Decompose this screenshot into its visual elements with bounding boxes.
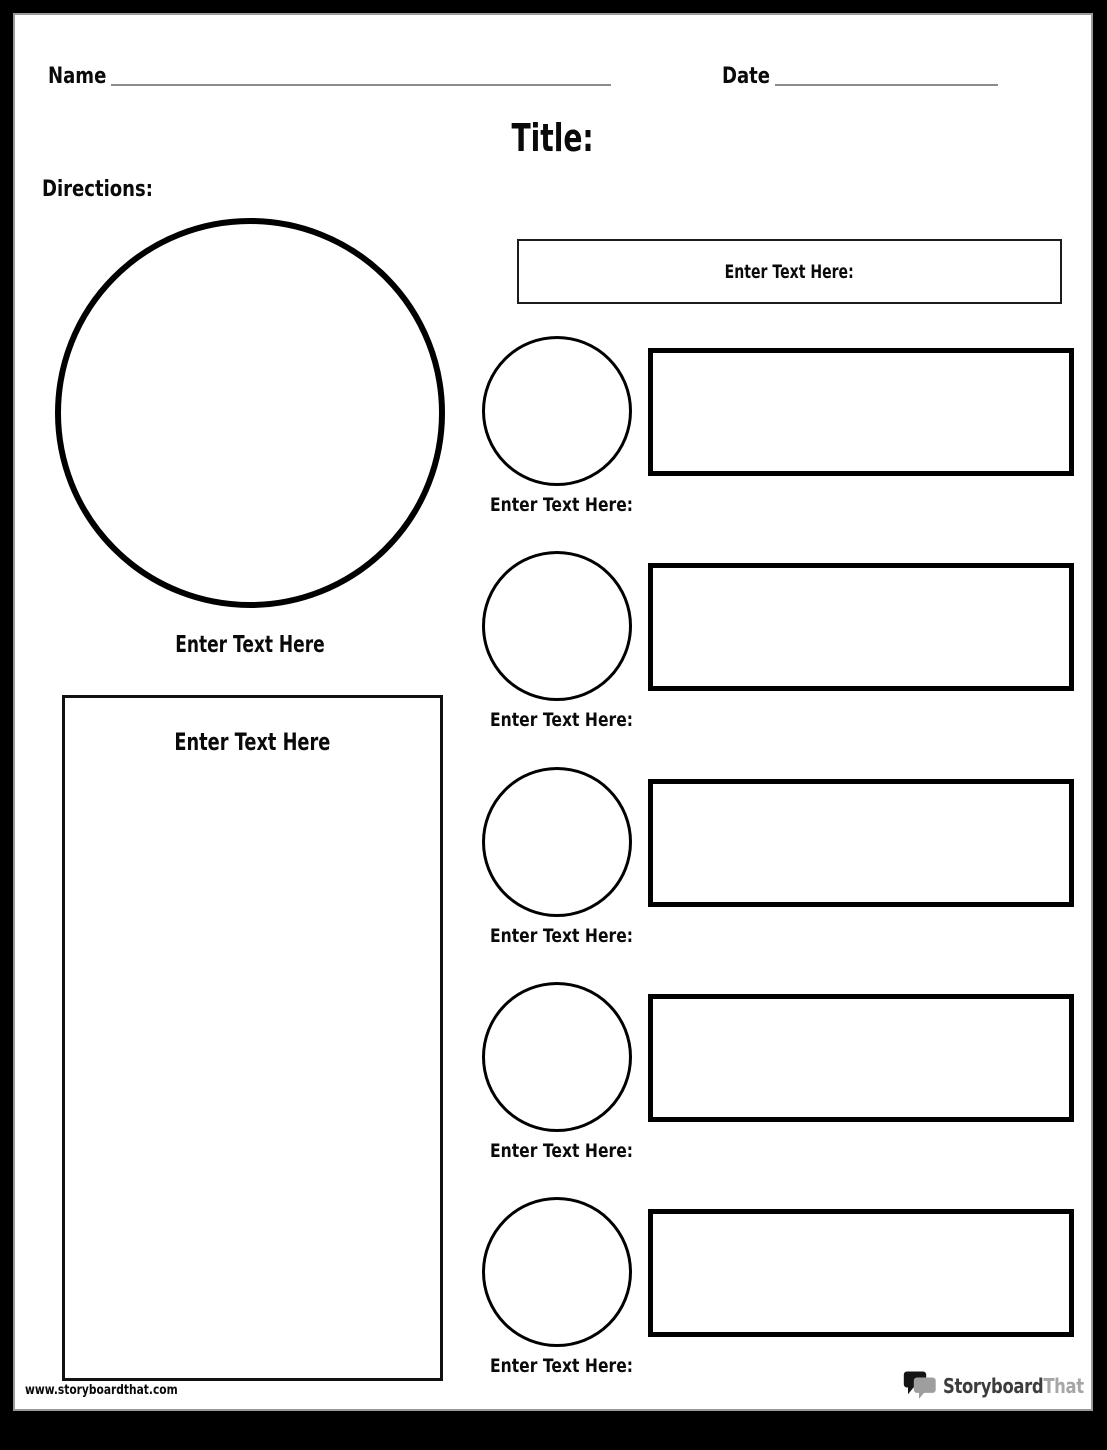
summary-box[interactable] <box>517 239 1062 304</box>
directions-label: Directions: <box>42 177 153 202</box>
website-url: www.storyboardthat.com <box>25 1383 178 1398</box>
main-topic-circle[interactable] <box>55 218 445 608</box>
main-topic-placeholder[interactable]: Enter Text Here <box>175 632 325 658</box>
term-row-1 <box>482 336 1076 541</box>
name-line[interactable] <box>111 84 611 86</box>
date-label: Date <box>722 64 771 89</box>
notes-panel-placeholder[interactable]: Enter Text Here <box>174 728 331 756</box>
term-label-3[interactable]: Enter Text Here: <box>490 925 634 947</box>
page-title: Title: <box>511 116 595 160</box>
term-textbox-2[interactable] <box>648 563 1074 691</box>
term-label-4[interactable]: Enter Text Here: <box>490 1140 634 1162</box>
term-row-3 <box>482 767 1076 972</box>
term-textbox-5[interactable] <box>648 1209 1074 1337</box>
term-circle-2[interactable] <box>482 551 632 701</box>
term-circle-4[interactable] <box>482 982 632 1132</box>
term-textbox-3[interactable] <box>648 779 1074 907</box>
term-circle-3[interactable] <box>482 767 632 917</box>
term-label-5[interactable]: Enter Text Here: <box>490 1355 634 1377</box>
summary-box-placeholder: Enter Text Here: <box>724 260 855 283</box>
notes-panel[interactable] <box>62 695 443 1381</box>
term-row-2 <box>482 551 1076 756</box>
term-label-2[interactable]: Enter Text Here: <box>490 709 634 731</box>
term-circle-1[interactable] <box>482 336 632 486</box>
term-label-1[interactable]: Enter Text Here: <box>490 494 634 516</box>
worksheet-page <box>13 13 1093 1411</box>
date-line[interactable] <box>775 84 998 86</box>
logo-text: StoryboardThat <box>943 1374 1084 1398</box>
term-row-4 <box>482 982 1076 1187</box>
speech-bubbles-icon <box>903 1370 937 1402</box>
term-textbox-4[interactable] <box>648 994 1074 1122</box>
storyboardthat-logo <box>903 1370 1107 1402</box>
term-textbox-1[interactable] <box>648 348 1074 476</box>
term-circle-5[interactable] <box>482 1197 632 1347</box>
name-label: Name <box>48 64 107 89</box>
